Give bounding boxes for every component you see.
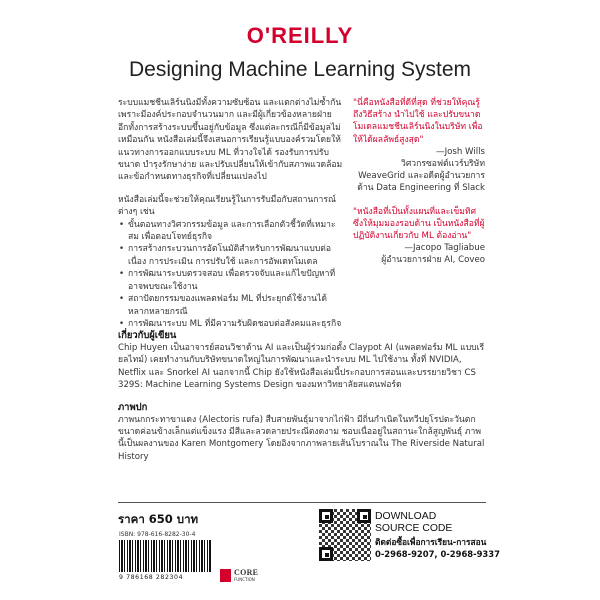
download-line: SOURCE CODE <box>375 523 453 534</box>
endorsement-quote: "หนังสือที่เป็นทั้งแผนที่และเข็มทิศ ซึ่งให้มุมมองรอบด้าน เป็นหนังสือที่ผู้ปฏิบัติงานเกี่ยวกับ ML ต้องอ่าน" <box>353 206 485 242</box>
core-logo-name: CORE <box>234 568 259 577</box>
about-author-heading: เกี่ยวกับผู้เขียน <box>118 330 177 341</box>
qr-code[interactable] <box>319 509 371 561</box>
contact-info <box>375 537 500 560</box>
cover-art-text: ภาพนกกระทาขาแดง (Alectoris rufa) สืบสายพันธุ์มาจากไก่ฟ้า มีถิ่นกำเนิดในทวีปยุโรปตะวันตก ขนาดค่อนข้างเล็กแต่แข็งแรง มีสีและลวดลายประณีตงดงาม ชอบเนื่ออยู่ในสถานะใกล้สูญพันธุ์ ภาพนี้เป็นผลงานของ Karen Montgomery โดยอิงจากภาพลายเส้นโบราณใน The Riverside Natural History <box>118 414 485 462</box>
endorsement-column <box>353 97 485 267</box>
feature-item: • สถาปัตยกรรมของแพลตฟอร์ม ML ที่ประยุกต์ใช้งานได้หลากหลายกรณี <box>118 293 344 318</box>
isbn-label: ISBN: 978-616-8282-30-4 <box>119 531 196 538</box>
price-label: ราคา 650 บาท <box>118 512 199 526</box>
cover-art-heading: ภาพปก <box>118 401 148 413</box>
description-lead: หนังสือเล่มนี้จะช่วยให้คุณเรียนรู้ในการรับมือกับสถานการณ์ต่างๆ เช่น <box>118 194 336 218</box>
endorsement-author: —Jacopo Tagliabue <box>404 243 485 254</box>
feature-list <box>118 219 344 331</box>
qr-finder <box>357 509 371 523</box>
feature-item: • การพัฒนาระบบ ML ที่มีความรับผิดชอบต่อสังคมและธุรกิจ <box>118 318 344 330</box>
endorsement-author-title: วิศวกรซอฟต์แวร์บริษัท WeaveGrid และอดีตผู้อำนวยการด้าน Data Engineering ที่ Slack <box>357 159 485 194</box>
book-title: Designing Machine Learning System <box>128 58 472 81</box>
feature-item: • การสร้างกระบวนการอัตโนมัติสำหรับการพัฒนาแบบต่อเนื่อง การประเมิน การปรับใช้ และการอัพเดทโมเดล <box>118 243 344 268</box>
contact-phones: 0-2968-9207, 0-2968-9337 <box>375 548 500 559</box>
author-and-cover-section <box>118 329 486 463</box>
endorsement-author: —Josh Wills <box>436 146 485 157</box>
contact-label: ติดต่อซื้อเพื่อการเรียน-การสอน <box>375 537 487 547</box>
core-logo-sub: FUNCTION <box>234 577 255 582</box>
barcode <box>119 540 211 572</box>
qr-finder <box>319 547 333 561</box>
about-author-text: Chip Huyen เป็นอาจารย์สอนวิชาด้าน AI และเป็นผู้ร่วมก่อตั้ง Claypot AI (แพลตฟอร์ม ML แบบเรียลไทม์) เคยทำงานกับบริษัทขนาดใหญ่ในการพัฒนาและนำระบบ ML ไปใช้งาน ทั้งที่ NVIDIA, Netflix และ Snorkel AI นอกจากนี้ Chip ยังใช้หนังสือเล่มนี้ประกอบการสอนและบรรยายวิชา CS 329S: Machine Learning Systems Design ของมหาวิทยาลัยสแตนฟอร์ด <box>118 343 485 391</box>
qr-finder <box>319 509 333 523</box>
oreilly-logo: O'REILLY <box>246 23 354 48</box>
endorsement-author-title: ผู้อำนวยการฝ่าย AI, Coveo <box>381 255 485 266</box>
download-line: DOWNLOAD <box>375 511 437 522</box>
core-function-logo <box>220 568 264 584</box>
core-logo-mark <box>220 569 231 582</box>
divider <box>118 502 486 503</box>
barcode-number: 9 786168 282304 <box>119 574 184 581</box>
feature-item: • การพัฒนาระบบตรวจสอบ เพื่อตรวจจับและแก้ไขปัญหาที่อาจพบขณะใช้งาน <box>118 268 344 293</box>
feature-item: • ขั้นตอนทางวิศวกรรมข้อมูล และการเลือกตัวชี้วัดที่เหมาะสม เพื่อตอบโจทย์ธุรกิจ <box>118 219 344 244</box>
description-intro: ระบบแมชชีนเลิร์นนิงมีทั้งความซับซ้อน และแตกต่างไม่ซ้ำกัน เพราะมีองค์ประกอบจำนวนมาก และมีผู้เกี่ยวข้องหลายฝ่าย อีกทั้งการสร้างระบบขึ้นอยู่กับข้อมูล ซึ่งแต่ละกรณีก็มีข้อมูลไม่เหมือนกัน หนังสือเล่มนี้จึงเสนอการเรียนรู้แบบองค์รวมโดยให้แนวทางการออกแบบระบบ ML ที่วางใจได้ รองรับการปรับขนาด บำรุงรักษาง่าย และปรับเปลี่ยนให้เข้ากับสภาพแวดล้อมและข้อกำหนดทางธุรกิจที่เปลี่ยนแปลงไป <box>118 98 343 183</box>
download-source-code <box>375 511 452 535</box>
description-column <box>118 97 344 330</box>
endorsement-quote: "นี่คือหนังสือที่ดีที่สุด ที่ช่วยให้คุณรู้ถึงวิธีสร้าง นำไปใช้ และปรับขนาดโมเดลแมชชีนเลิร์นนิงในบริษัท เพื่อให้ได้ผลลัพธ์สูงสุด" <box>353 98 483 145</box>
